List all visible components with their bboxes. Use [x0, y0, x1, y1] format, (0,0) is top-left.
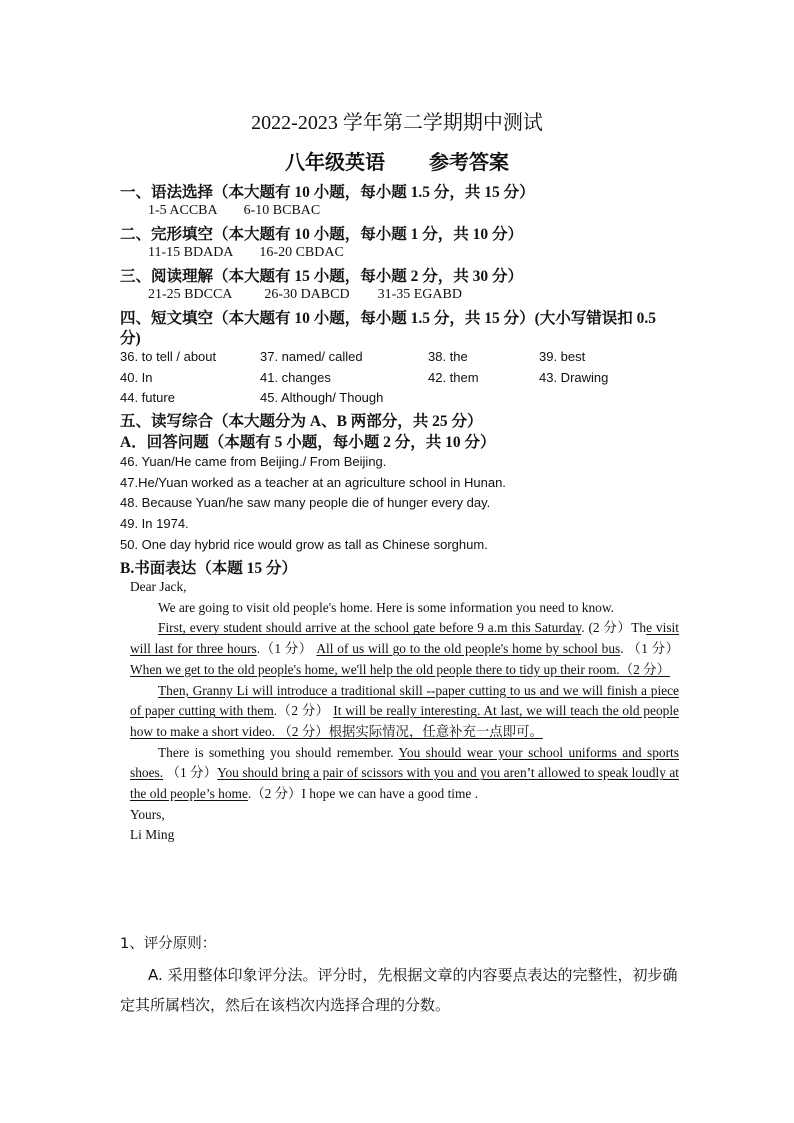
section-5b-heading: B.书面表达（本题 15 分） [120, 560, 297, 577]
letter-text: There is something you should remember. [158, 744, 399, 760]
answers-31-35: 31-35 EGABD [377, 287, 462, 302]
letter-greeting: Dear Jack, [130, 579, 187, 594]
model-letter [130, 577, 679, 846]
key-point: Then, Granny Li will introduce a traditional skill --paper cutting to us and we will finish a piece of paper cutting with them [130, 682, 679, 719]
answer-44: 44. future [120, 390, 175, 405]
answer-41: 41. changes [260, 370, 331, 385]
grading-heading: 1、评分原则： [120, 936, 217, 952]
answer-47: 47.He/Yuan worked as a teacher at an agriculture school in Hunan. [120, 475, 506, 490]
answer-37: 37. named/ called [260, 349, 363, 364]
answer-46: 46. Yuan/He came from Beijing./ From Beijing. [120, 454, 387, 469]
answer-39: 39. best [539, 349, 586, 364]
answer-42: 42. them [428, 370, 479, 385]
section-1-heading: 一、语法选择（本大题有 10 小题，每小题 1.5 分，共 15 分） [120, 184, 535, 201]
section-1-answers [148, 203, 320, 219]
answer-43: 43. Drawing [539, 370, 609, 385]
answers-1-5: 1-5 ACCBA [148, 203, 218, 218]
answer-38: 38. the [428, 349, 468, 364]
answers-21-25: 21-25 BDCCA [148, 287, 233, 302]
key-point: First, every student should arrive at the school gate before 9 a.m this Saturday [158, 620, 582, 636]
section-5a-heading: A．回答问题（本题有 5 小题，每小题 2 分，共 10 分） [120, 434, 496, 451]
answer-45: 45. Although/ Though [260, 390, 384, 405]
key-point: When we get to the old people's home, we'll help the old people there to tidy up their room.（2 分） [130, 661, 670, 677]
answers-11-15: 11-15 BDADA [148, 245, 234, 260]
grading-rule-a: A. 采用整体印象评分法。评分时，先根据文章的内容要点表达的完整性，初步确定其所属档次，然后在该档次内选择合理的分数。 [120, 966, 678, 1014]
section-2-answers [148, 245, 344, 261]
section-5-heading: 五、读写综合（本大题分为 A、B 两部分，共 25 分） [120, 413, 483, 430]
subtitle-answer-key: 参考答案 [429, 152, 509, 174]
key-point: All of us will go to the old people's home by school bus [316, 641, 621, 657]
letter-paragraph-4 [130, 743, 679, 805]
key-point: It will be really interesting. At last, we will teach the old people how to make a short video. （2 分）根据实际情况，任意补充一点即可。 [130, 703, 679, 739]
exam-subtitle [0, 146, 794, 175]
answer-40: 40. In [120, 370, 153, 385]
answers-16-20: 16-20 CBDAC [259, 245, 344, 260]
answer-49: 49. In 1974. [120, 516, 189, 531]
section-3-answers [148, 287, 462, 303]
exam-title: 2022-2023 学年第二学期期中测试 [251, 112, 543, 134]
answer-48: 48. Because Yuan/he saw many people die of hunger every day. [120, 495, 491, 510]
section-4-heading-cont: 分) [120, 330, 141, 347]
score-note: . （1 分） [620, 641, 679, 657]
letter-paragraph-2 [130, 618, 679, 680]
letter-paragraph-3 [130, 681, 679, 743]
score-note: （1 分） [163, 765, 218, 781]
key-point: e visit will last for three hours [130, 620, 680, 657]
section-3-heading: 三、阅读理解（本大题有 15 小题，每小题 2 分，共 30 分） [120, 268, 524, 285]
answers-26-30: 26-30 DABCD [264, 287, 350, 302]
key-point: You should bring a pair of scissors with you and you aren’t allowed to speak loudly at the old people’s home [130, 765, 680, 802]
answer-36: 36. to tell / about [120, 349, 217, 364]
letter-paragraph-1: We are going to visit old people's home. Here is some information you need to know. [158, 599, 615, 615]
score-note: .（1 分） [256, 641, 317, 657]
subtitle-grade: 八年级英语 [285, 152, 385, 174]
score-note: . (2 分）Th [581, 620, 647, 636]
answers-6-10: 6-10 BCBAC [243, 203, 321, 218]
section-4-heading: 四、短文填空（本大题有 10 小题，每小题 1.5 分，共 15 分）(大小写错误扣 0.5 [120, 310, 657, 327]
letter-text: .（2 分）I hope we can have a good time . [247, 786, 479, 802]
letter-signature: Li Ming [130, 827, 175, 843]
key-point: You should wear your school uniforms and sports shoes. [130, 744, 679, 781]
score-note: .（2 分） [273, 703, 334, 719]
answer-50: 50. One day hybrid rice would grow as tall as Chinese sorghum. [120, 537, 488, 552]
letter-closing: Yours, [130, 806, 165, 822]
section-2-heading: 二、完形填空（本大题有 10 小题，每小题 1 分，共 10 分） [120, 226, 524, 243]
